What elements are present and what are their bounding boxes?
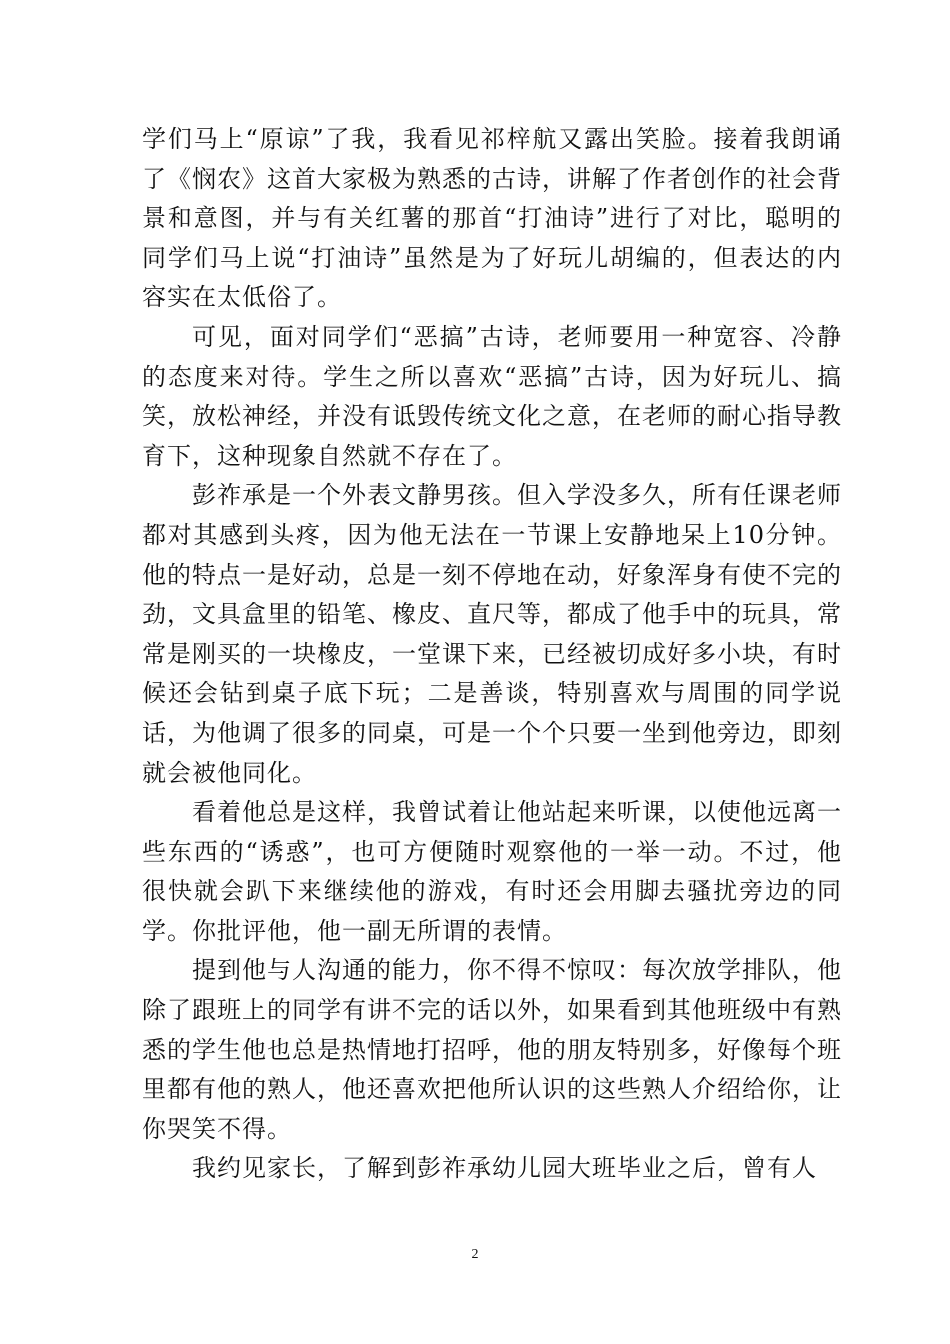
document-body bbox=[142, 120, 842, 1189]
paragraph-5: 提到他与人沟通的能力，你不得不惊叹：每次放学排队，他除了跟班上的同学有讲不完的话以外，如果看到其他班级中有熟悉的学生他也总是热情地打招呼，他的朋友特别多，好像每个班里都有他的熟人，他还喜欢把他所认识的这些熟人介绍给你，让你哭笑不得。 bbox=[142, 956, 842, 1143]
paragraph-2: 可见，面对同学们“恶搞”古诗，老师要用一种宽容、冷静的态度来对待。学生之所以喜欢“恶搞”古诗，因为好玩儿、搞笑，放松神经，并没有诋毁传统文化之意，在老师的耐心指导教育下，这种现象自然就不存在了。 bbox=[142, 322, 842, 470]
paragraph-4: 看着他总是这样，我曾试着让他站起来听课，以使他远离一些东西的“诱惑”，也可方便随时观察他的一举一动。不过，他很快就会趴下来继续他的游戏，有时还会用脚去骚扰旁边的同学。你批评他，他一副无所谓的表情。 bbox=[142, 798, 842, 945]
paragraph-6: 我约见家长，了解到彭祚承幼儿园大班毕业之后，曾有人 bbox=[192, 1154, 817, 1183]
page-number: 2 bbox=[471, 1247, 479, 1262]
paragraph-3: 彭祚承是一个外表文静男孩。但入学没多久，所有任课老师都对其感到头疼，因为他无法在一节课上安静地呆上10分钟。他的特点一是好动，总是一刻不停地在动，好象浑身有使不完的劲，文具盒里的铅笔、橡皮、直尺等，都成了他手中的玩具，常常是刚买的一块橡皮，一堂课下来，已经被切成好多小块，有时候还会钻到桌子底下玩；二是善谈，特别喜欢与周围的同学说话，为他调了很多的同桌，可是一个个只要一坐到他旁边，即刻就会被他同化。 bbox=[142, 481, 842, 787]
paragraph-1: 学们马上“原谅”了我，我看见祁梓航又露出笑脸。接着我朗诵了《悯农》这首大家极为熟悉的古诗，讲解了作者创作的社会背景和意图，并与有关红薯的那首“打油诗”进行了对比，聪明的同学们马上说“打油诗”虽然是为了好玩儿胡编的，但表达的内容实在太低俗了。 bbox=[142, 125, 842, 312]
